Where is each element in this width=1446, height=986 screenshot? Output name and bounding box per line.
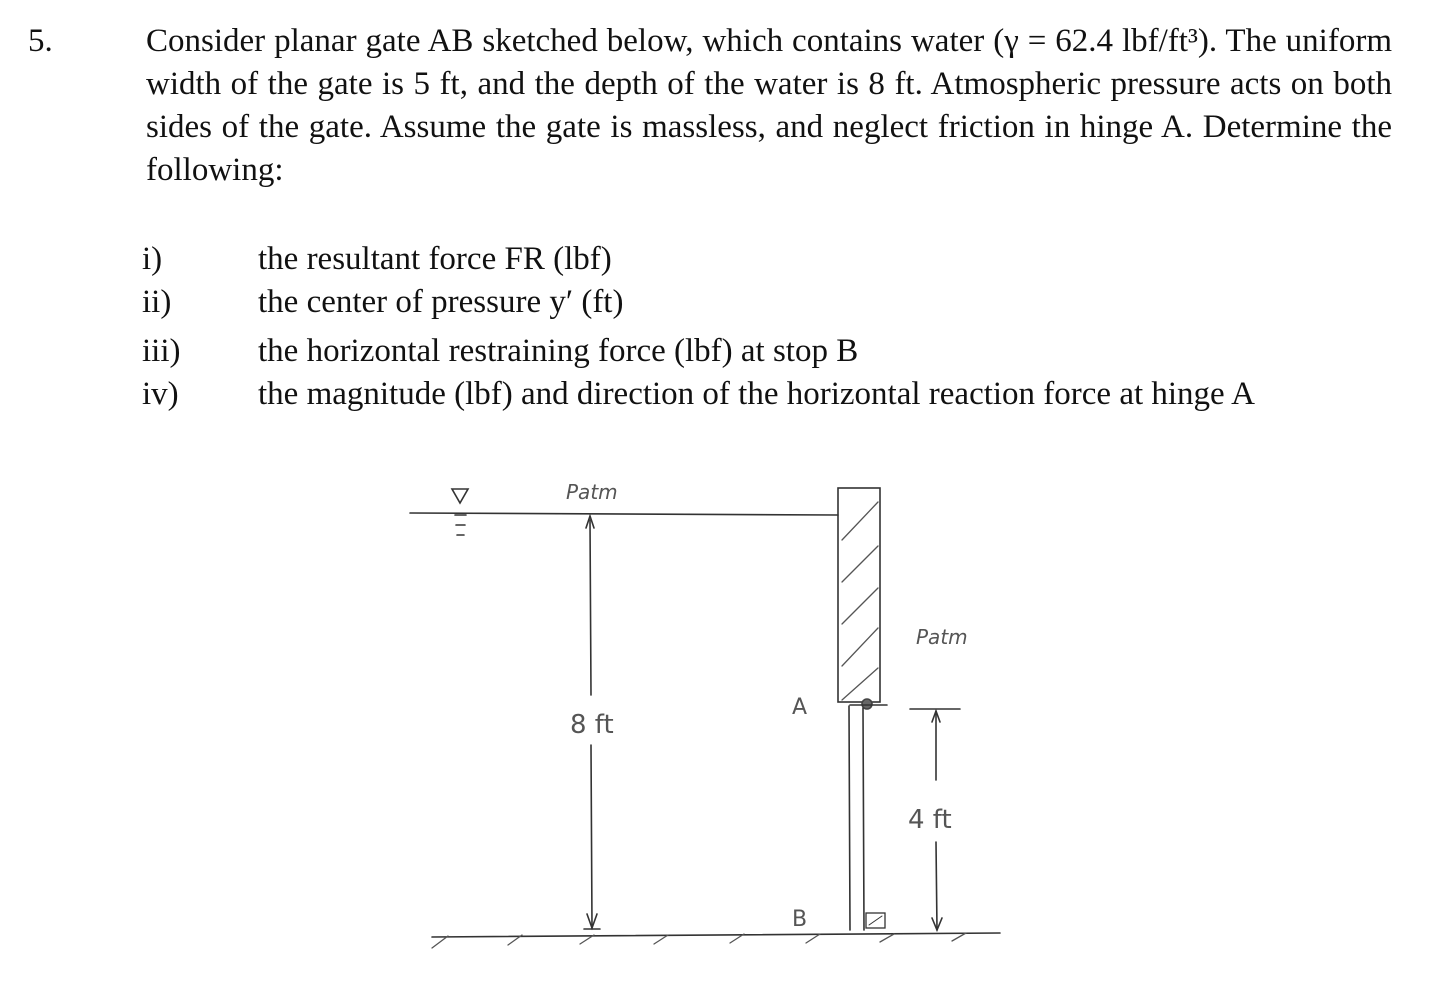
problem-statement-text: Consider planar gate AB sketched below, which contains water (γ = 62.4 lbf/ft³). The uniform width of the gate is 5 ft, and the depth of the water is 8 ft. Atmospheric pressure acts on both sides of the gate. Assume the gate is massless, and neglect friction in hinge A. Determine the following:	[146, 23, 1392, 188]
stop-b	[866, 913, 885, 928]
question-label: iii)	[142, 333, 181, 369]
question-text: the center of pressure y′ (ft)	[258, 284, 624, 320]
depth-label: 8 ft	[570, 710, 614, 740]
question-item	[142, 330, 1412, 373]
question-item	[142, 281, 1412, 324]
gate-arrow-bottom-icon	[932, 918, 942, 930]
gate-ab-left-edge	[849, 706, 850, 930]
upper-wall	[838, 488, 880, 702]
ground-line	[432, 933, 1000, 937]
gate-length-label: 4 ft	[908, 805, 952, 835]
stop-b-label: B	[792, 907, 808, 932]
depth-dimension-line	[590, 520, 591, 695]
question-text: the magnitude (lbf) and direction of the horizontal reaction force at hinge A	[258, 376, 1255, 412]
question-item	[142, 373, 1412, 416]
hinge-a-label: A	[792, 695, 808, 720]
wall-hatching	[842, 502, 878, 700]
hinge-a	[862, 699, 872, 709]
gate-arrow-top-icon	[932, 711, 940, 722]
depth-arrow-top-icon	[586, 516, 594, 528]
ground-hatching	[432, 933, 966, 948]
water-surface-line	[410, 513, 838, 515]
patm-right-label: Patm	[916, 625, 968, 649]
gate-dimension-line	[936, 842, 937, 930]
question-text: the horizontal restraining force (lbf) at stop B	[258, 333, 859, 369]
free-surface-triangle-icon	[452, 489, 468, 503]
depth-arrow-bottom-icon	[587, 914, 597, 928]
problem-statement	[146, 20, 1392, 192]
problem-number: 5.	[28, 23, 53, 59]
question-label: i)	[142, 241, 163, 277]
question-label: ii)	[142, 284, 172, 320]
question-item	[142, 238, 1412, 281]
gate-ab-right-edge	[863, 708, 864, 930]
question-list	[142, 238, 1412, 416]
question-label: iv)	[142, 376, 179, 412]
patm-top-label: Patm	[566, 480, 618, 504]
depth-dimension-line	[591, 745, 592, 928]
question-text: the resultant force FR (lbf)	[258, 241, 612, 277]
